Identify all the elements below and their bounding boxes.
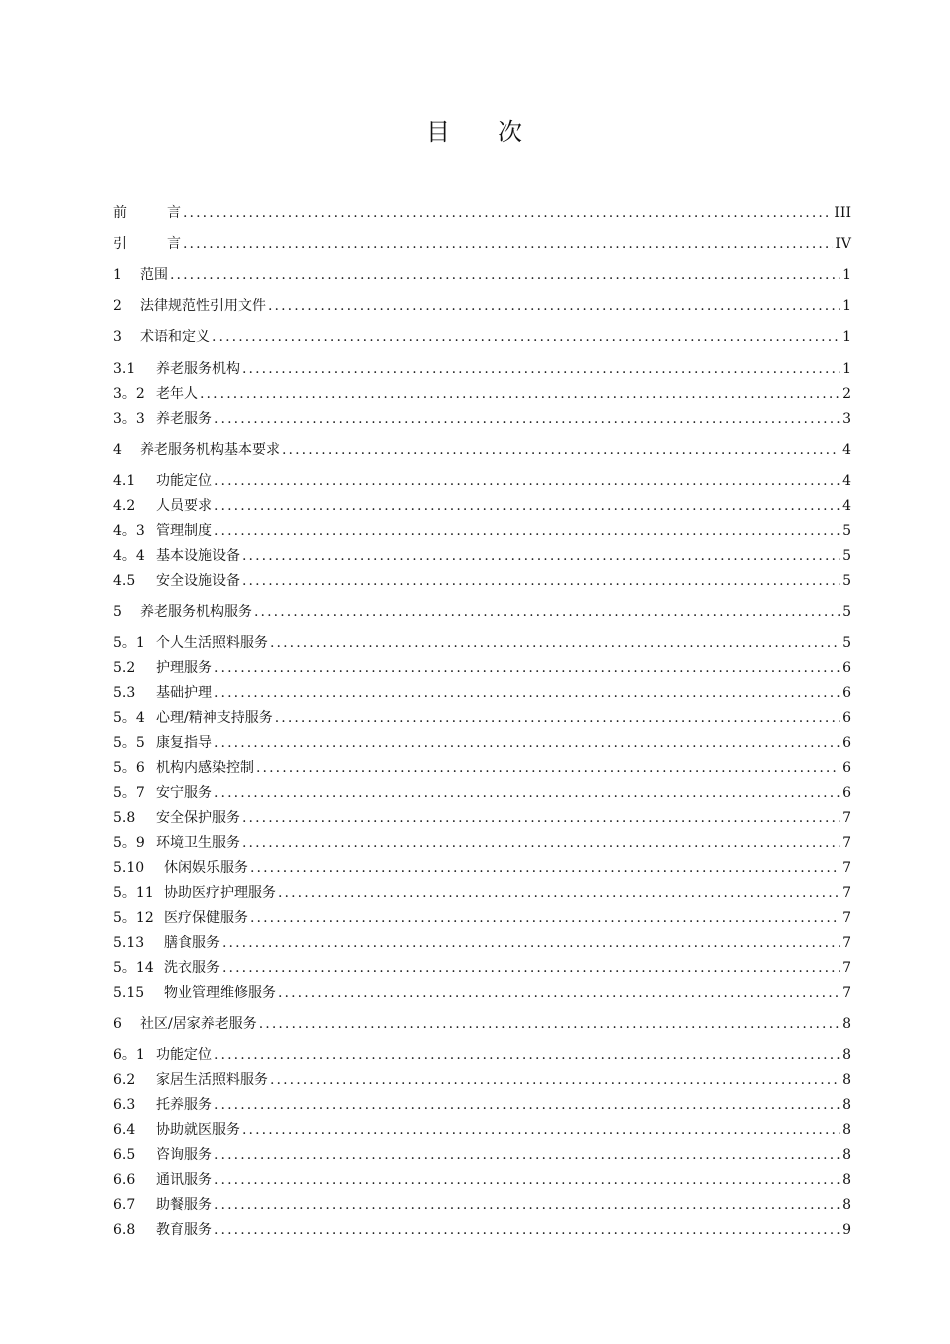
toc-entry-page: 5 <box>842 635 851 651</box>
toc-entry-page: IV <box>835 236 851 252</box>
toc-entry-label: 心理/精神支持服务 <box>156 710 273 726</box>
toc-entry-page: 8 <box>842 1072 851 1088</box>
toc-entry-number: 5.15 <box>113 985 145 1001</box>
toc-entry[interactable] <box>113 930 851 952</box>
toc-leader-dots <box>242 360 840 378</box>
toc-entry-number: 5.2 <box>113 660 136 676</box>
toc-entry-label: 功能定位 <box>156 473 212 489</box>
toc-entry-page: 6 <box>842 685 851 701</box>
toc-entry-number: 4。3 <box>113 523 145 539</box>
toc-entry-label: 术语和定义 <box>140 329 210 345</box>
toc-entry[interactable] <box>113 1042 851 1064</box>
toc-entry-page: 7 <box>842 960 851 976</box>
toc-entry-label: 协助就医服务 <box>156 1122 240 1138</box>
toc-entry-page: 8 <box>842 1122 851 1138</box>
toc-entry-page: 6 <box>842 735 851 751</box>
toc-leader-dots <box>214 1046 840 1064</box>
toc-entry-label: 协助医疗护理服务 <box>164 885 276 901</box>
toc-leader-dots <box>170 266 840 284</box>
toc-leader-dots <box>278 884 840 902</box>
toc-entry-label: 社区/居家养老服务 <box>140 1016 257 1032</box>
toc-entry-number: 5。6 <box>113 760 145 776</box>
toc-leader-dots <box>250 909 840 927</box>
toc-leader-dots <box>214 1196 840 1214</box>
page-title <box>0 112 950 147</box>
toc-entry[interactable] <box>113 200 851 222</box>
toc-entry-number: 6.2 <box>113 1072 136 1088</box>
toc-entry[interactable] <box>113 830 851 852</box>
toc-entry-number: 5。9 <box>113 835 145 851</box>
toc-entry-page: 7 <box>842 985 851 1001</box>
toc-entry-label: 机构内感染控制 <box>156 760 254 776</box>
toc-entry[interactable] <box>113 568 851 590</box>
toc-entry-page: 7 <box>842 860 851 876</box>
toc-leader-dots <box>214 472 840 490</box>
toc-entry-label: 通讯服务 <box>156 1172 212 1188</box>
toc-entry-page: 7 <box>842 885 851 901</box>
toc-entry[interactable] <box>113 1217 851 1239</box>
toc-entry-number: 6.6 <box>113 1172 136 1188</box>
toc-leader-dots <box>278 984 840 1002</box>
toc-entry[interactable] <box>113 780 851 802</box>
toc-leader-dots <box>214 1221 840 1239</box>
toc-entry-number: 6.3 <box>113 1097 136 1113</box>
toc-entry-page: 2 <box>842 386 851 402</box>
toc-entry-label: 咨询服务 <box>156 1147 212 1163</box>
toc-entry-label: 法律规范性引用文件 <box>140 298 266 314</box>
toc-entry-page: 1 <box>842 298 851 314</box>
toc-entry[interactable] <box>113 905 851 927</box>
toc-entry[interactable] <box>113 880 851 902</box>
toc-entry[interactable] <box>113 324 851 346</box>
toc-entry-page: 8 <box>842 1172 851 1188</box>
toc-entry-label: 养老服务机构 <box>156 361 240 377</box>
toc-entry-number: 3 <box>113 329 122 345</box>
toc-entry-page: 5 <box>842 604 851 620</box>
toc-leader-dots <box>214 784 840 802</box>
toc-entry[interactable] <box>113 493 851 515</box>
toc-entry-page: 6 <box>842 785 851 801</box>
toc-entry-page: 6 <box>842 660 851 676</box>
toc-entry-label: 休闲娱乐服务 <box>164 860 248 876</box>
toc-leader-dots <box>212 328 840 346</box>
toc-entry-page: 4 <box>842 498 851 514</box>
toc-leader-dots <box>256 759 840 777</box>
toc-entry-label: 护理服务 <box>156 660 212 676</box>
toc-entry-page: 7 <box>842 910 851 926</box>
toc-entry-label: 言 <box>167 205 181 221</box>
toc-leader-dots <box>214 497 840 515</box>
toc-entry-number: 5.8 <box>113 810 136 826</box>
toc-entry-label: 家居生活照料服务 <box>156 1072 268 1088</box>
toc-entry-number: 5。4 <box>113 710 145 726</box>
toc-entry-page: 7 <box>842 810 851 826</box>
toc-entry-number: 4.2 <box>113 498 136 514</box>
toc-leader-dots <box>214 1096 840 1114</box>
title-char-1: 目 <box>426 118 452 146</box>
toc-leader-dots <box>214 1171 840 1189</box>
toc-entry-number: 5.10 <box>113 860 145 876</box>
toc-entry-page: 8 <box>842 1047 851 1063</box>
toc-entry-page: 8 <box>842 1016 851 1032</box>
toc-entry[interactable] <box>113 406 851 428</box>
toc-entry[interactable] <box>113 655 851 677</box>
toc-entry-number: 6.5 <box>113 1147 136 1163</box>
toc-entry-label: 环境卫生服务 <box>156 835 240 851</box>
toc-entry-page: 1 <box>842 329 851 345</box>
toc-entry-number: 5 <box>113 604 122 620</box>
toc-entry[interactable] <box>113 980 851 1002</box>
toc-entry-page: 1 <box>842 361 851 377</box>
toc-entry-number: 4.5 <box>113 573 136 589</box>
toc-leader-dots <box>275 709 840 727</box>
toc-entry-label: 养老服务机构基本要求 <box>140 442 280 458</box>
toc-entry-number: 前 <box>113 205 127 221</box>
toc-entry[interactable] <box>113 518 851 540</box>
toc-entry-number: 5。7 <box>113 785 145 801</box>
toc-leader-dots <box>214 734 840 752</box>
toc-entry-page: 5 <box>842 573 851 589</box>
toc-leader-dots <box>242 809 840 827</box>
toc-entry-number: 4.1 <box>113 473 136 489</box>
toc-entry-page: 6 <box>842 710 851 726</box>
toc-entry-number: 6.7 <box>113 1197 136 1213</box>
toc-entry-page: 6 <box>842 760 851 776</box>
toc-entry-label: 养老服务机构服务 <box>140 604 252 620</box>
toc-entry-page: III <box>834 205 851 221</box>
toc-entry-number: 5。1 <box>113 635 145 651</box>
toc-entry[interactable] <box>113 955 851 977</box>
toc-entry-label: 膳食服务 <box>164 935 220 951</box>
toc-leader-dots <box>242 547 840 565</box>
toc-leader-dots <box>200 385 840 403</box>
toc-entry-label: 养老服务 <box>156 411 212 427</box>
toc-entry-number: 3。3 <box>113 411 145 427</box>
toc-entry-number: 5。12 <box>113 910 154 926</box>
toc-entry-number: 1 <box>113 267 122 283</box>
toc-leader-dots <box>270 1071 840 1089</box>
toc-leader-dots <box>214 522 840 540</box>
toc-entry-label: 医疗保健服务 <box>164 910 248 926</box>
toc-entry[interactable] <box>113 356 851 378</box>
toc-entry-number: 4 <box>113 442 122 458</box>
toc-entry[interactable] <box>113 231 851 253</box>
toc-entry-label: 人员要求 <box>156 498 212 514</box>
toc-entry[interactable] <box>113 543 851 565</box>
toc-entry-label: 老年人 <box>156 386 198 402</box>
toc-entry-page: 4 <box>842 442 851 458</box>
toc-entry-page: 7 <box>842 935 851 951</box>
toc-entry[interactable] <box>113 730 851 752</box>
toc-leader-dots <box>268 297 840 315</box>
toc-entry[interactable] <box>113 855 851 877</box>
toc-entry-number: 2 <box>113 298 122 314</box>
toc-entry[interactable] <box>113 1192 851 1214</box>
toc-entry-label: 托养服务 <box>156 1097 212 1113</box>
toc-leader-dots <box>254 603 840 621</box>
title-char-2: 次 <box>498 118 524 146</box>
toc-entry-page: 1 <box>842 267 851 283</box>
toc-entry[interactable] <box>113 381 851 403</box>
toc-entry-number: 3。2 <box>113 386 145 402</box>
toc-entry[interactable] <box>113 437 851 459</box>
toc-entry-label: 功能定位 <box>156 1047 212 1063</box>
toc-entry-number: 引 <box>113 236 127 252</box>
toc-entry[interactable] <box>113 1117 851 1139</box>
toc-entry-number: 6 <box>113 1016 122 1032</box>
toc-entry-label: 基本设施设备 <box>156 548 240 564</box>
toc-entry-number: 5.3 <box>113 685 136 701</box>
toc-entry[interactable] <box>113 705 851 727</box>
toc-entry-label: 洗衣服务 <box>164 960 220 976</box>
toc-entry-number: 6。1 <box>113 1047 145 1063</box>
toc-entry-label: 教育服务 <box>156 1222 212 1238</box>
toc-entry-page: 7 <box>842 835 851 851</box>
toc-entry-label: 康复指导 <box>156 735 212 751</box>
toc-entry-page: 4 <box>842 473 851 489</box>
toc-entry-number: 6.8 <box>113 1222 136 1238</box>
toc-entry[interactable] <box>113 599 851 621</box>
toc-entry-label: 助餐服务 <box>156 1197 212 1213</box>
toc-entry-number: 5。5 <box>113 735 145 751</box>
toc-entry[interactable] <box>113 468 851 490</box>
toc-entry-label: 安全保护服务 <box>156 810 240 826</box>
toc-leader-dots <box>242 572 840 590</box>
toc-entry[interactable] <box>113 1011 851 1033</box>
toc-entry[interactable] <box>113 1092 851 1114</box>
toc-entry-label: 安全设施设备 <box>156 573 240 589</box>
toc-entry-label: 基础护理 <box>156 685 212 701</box>
toc-entry-number: 5.13 <box>113 935 145 951</box>
toc-leader-dots <box>214 410 840 428</box>
toc-leader-dots <box>214 659 840 677</box>
toc-entry-page: 8 <box>842 1147 851 1163</box>
toc-entry-label: 言 <box>167 236 181 252</box>
toc-entry-page: 5 <box>842 548 851 564</box>
toc-leader-dots <box>250 859 840 877</box>
toc-entry-number: 5。14 <box>113 960 154 976</box>
toc-entry[interactable] <box>113 1142 851 1164</box>
toc-entry[interactable] <box>113 805 851 827</box>
toc-leader-dots <box>222 959 840 977</box>
toc-leader-dots <box>270 634 840 652</box>
toc-leader-dots <box>183 204 832 222</box>
toc-entry-number: 6.4 <box>113 1122 136 1138</box>
toc-entry-number: 4。4 <box>113 548 145 564</box>
toc-entry-number: 3.1 <box>113 361 136 377</box>
toc-entry[interactable] <box>113 680 851 702</box>
toc-entry[interactable] <box>113 630 851 652</box>
toc-entry-label: 个人生活照料服务 <box>156 635 268 651</box>
toc-entry[interactable] <box>113 293 851 315</box>
toc-leader-dots <box>242 1121 840 1139</box>
toc-entry-page: 9 <box>842 1222 851 1238</box>
toc-leader-dots <box>282 441 840 459</box>
toc-leader-dots <box>242 834 840 852</box>
toc-entry-page: 5 <box>842 523 851 539</box>
toc-leader-dots <box>259 1015 840 1033</box>
toc-leader-dots <box>214 1146 840 1164</box>
toc-entry-label: 管理制度 <box>156 523 212 539</box>
toc-entry-number: 5。11 <box>113 885 154 901</box>
toc-leader-dots <box>222 934 840 952</box>
toc-entry-page: 8 <box>842 1197 851 1213</box>
toc-entry-label: 安宁服务 <box>156 785 212 801</box>
toc-entry-page: 8 <box>842 1097 851 1113</box>
toc-leader-dots <box>214 684 840 702</box>
toc-entry[interactable] <box>113 262 851 284</box>
toc-leader-dots <box>183 235 833 253</box>
toc-entry[interactable] <box>113 1167 851 1189</box>
toc-entry-page: 3 <box>842 411 851 427</box>
toc-entry[interactable] <box>113 1067 851 1089</box>
toc-entry[interactable] <box>113 755 851 777</box>
toc-entry-label: 物业管理维修服务 <box>164 985 276 1001</box>
toc-entry-label: 范围 <box>140 267 168 283</box>
